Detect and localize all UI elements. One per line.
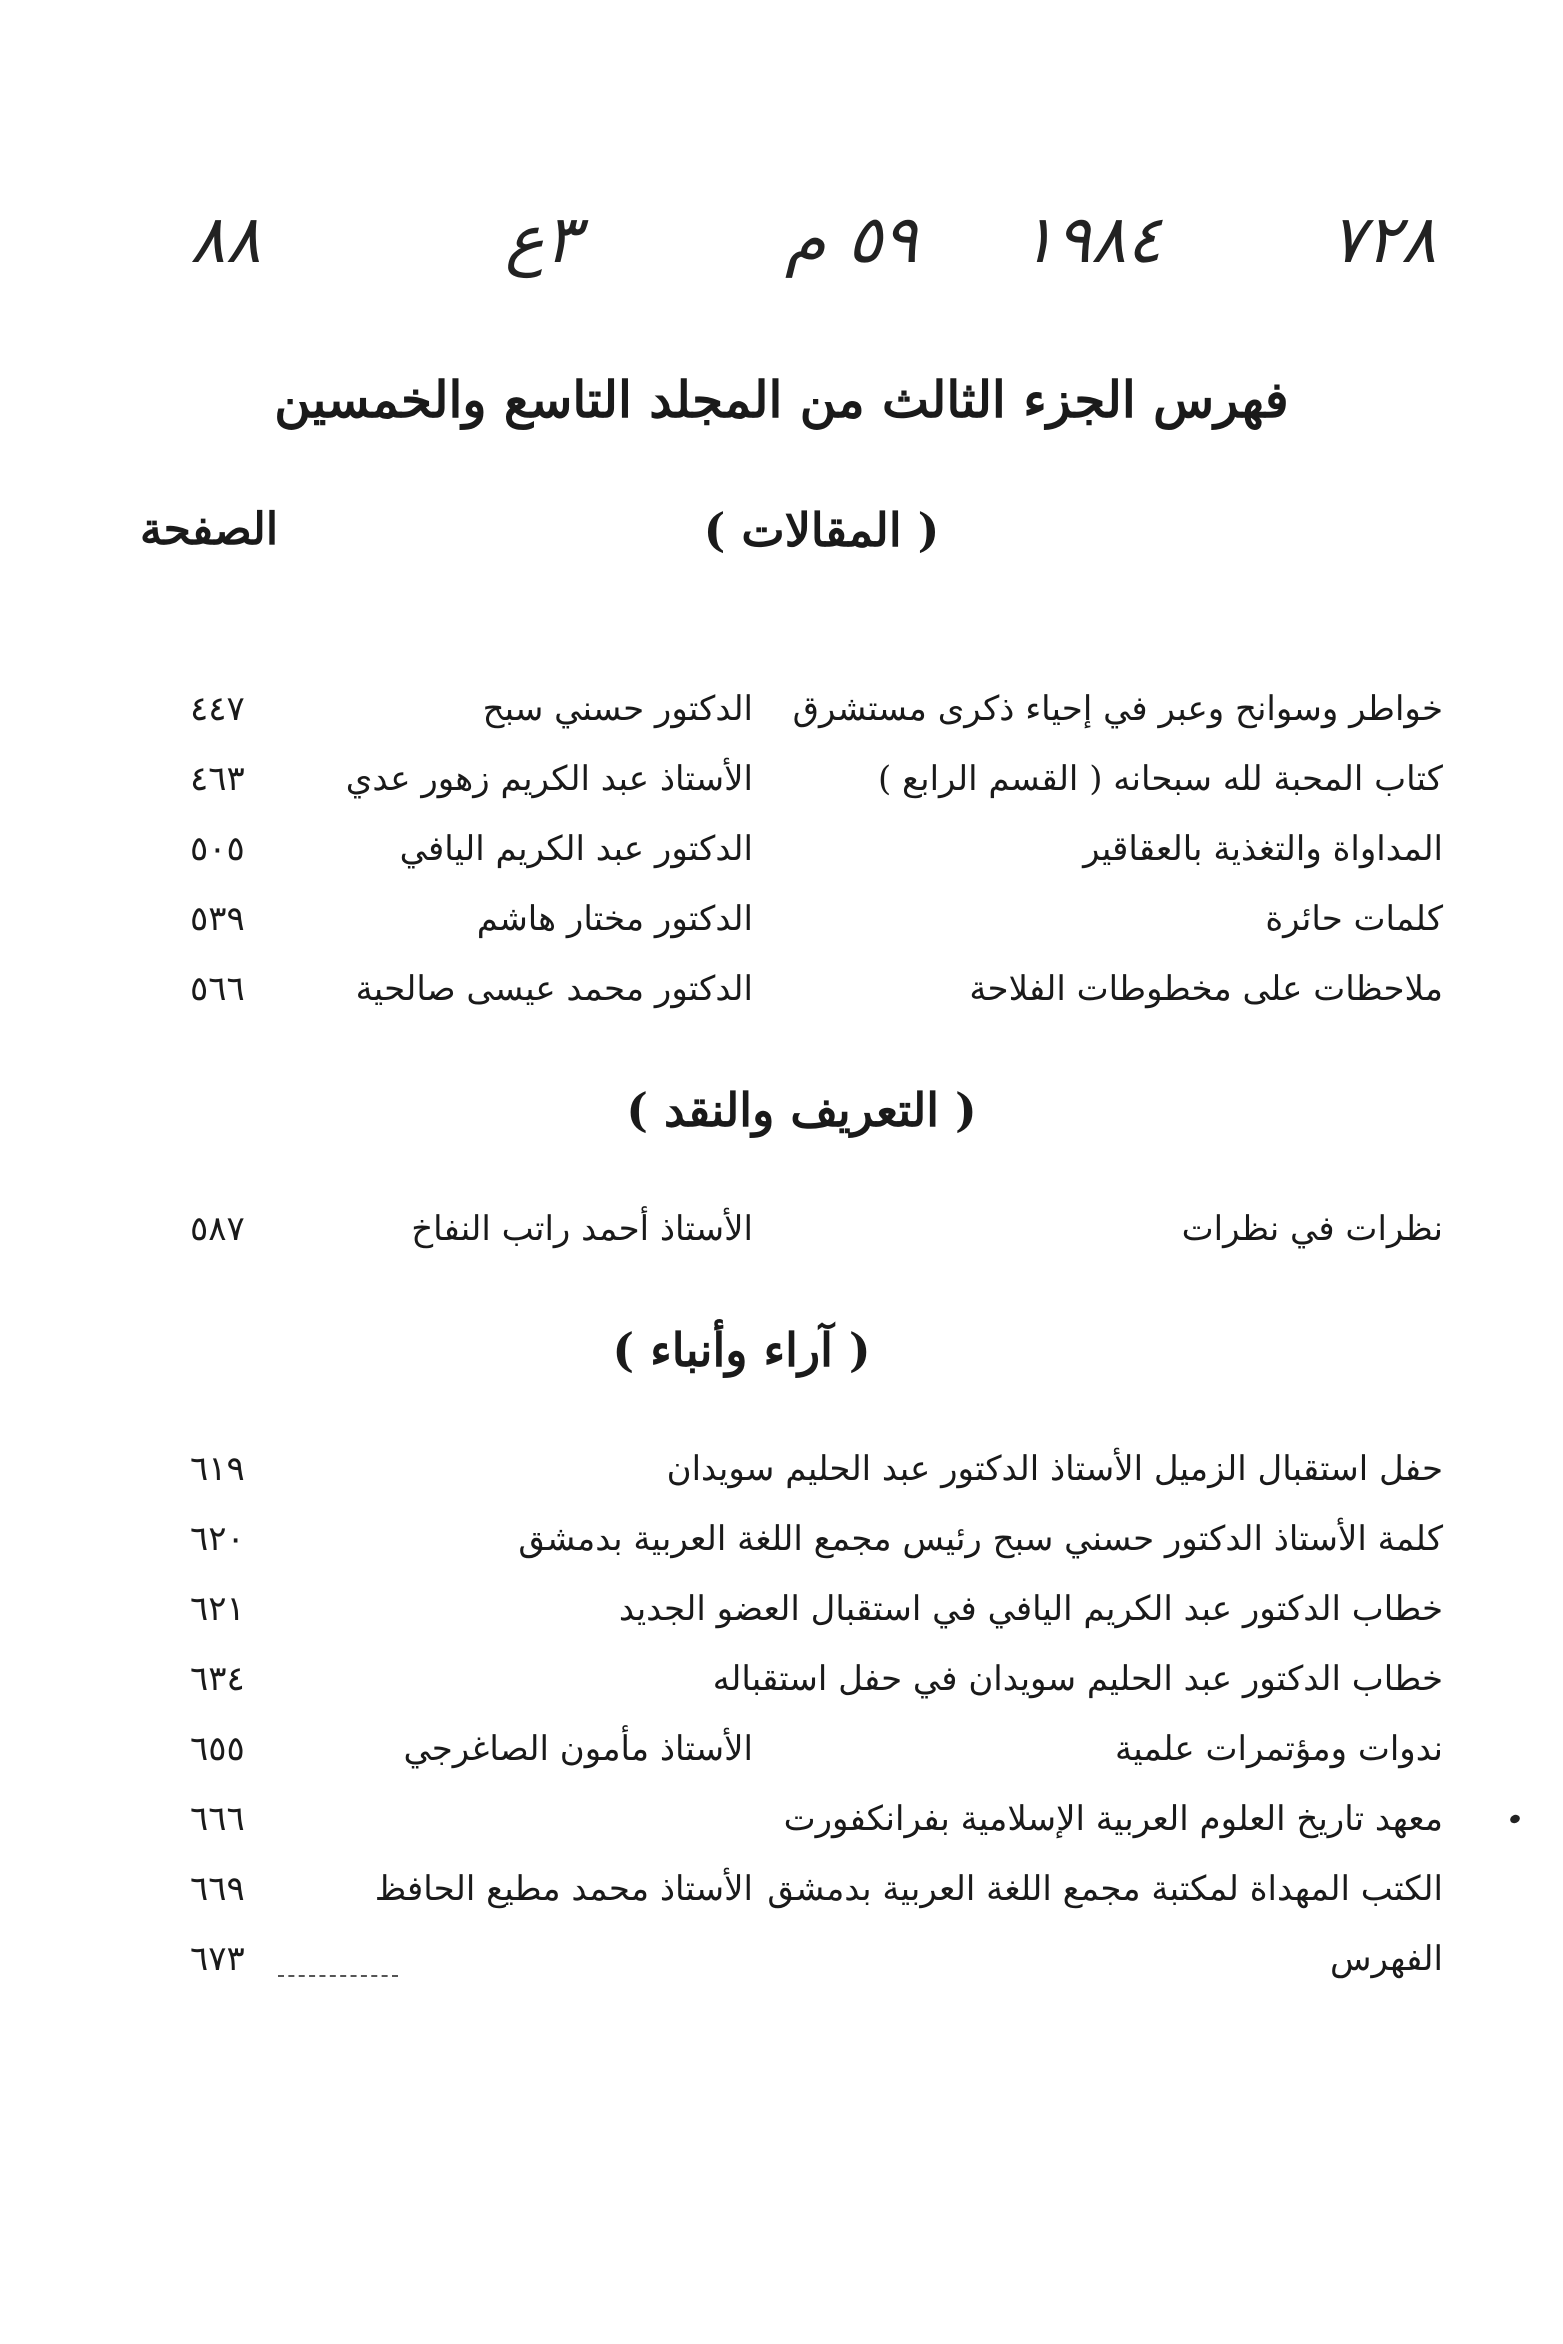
entry-author: الأستاذ عبد الكريم زهور عدي (345, 759, 753, 799)
toc-entry (0, 746, 1563, 812)
handwritten-note: ٧٢٨ (1330, 201, 1437, 278)
entry-title: كلمات حائرة (1265, 899, 1443, 939)
toc-entry (0, 1436, 1563, 1502)
handwritten-note: ٨٨ (190, 201, 261, 278)
entry-page: ٥٨٧ (190, 1209, 245, 1249)
toc-entry (0, 1856, 1563, 1922)
entry-page: ٤٤٧ (190, 689, 245, 729)
entry-title: خطاب الدكتور عبد الحليم سويدان في حفل استقباله (712, 1659, 1443, 1699)
entry-page: ٥٦٦ (190, 969, 245, 1009)
entry-title: خطاب الدكتور عبد الكريم اليافي في استقبال العضو الجديد (618, 1589, 1443, 1629)
entry-title: المداواة والتغذية بالعقاقير (1083, 829, 1443, 869)
entry-page: ٦٢٠ (190, 1519, 245, 1559)
page-column-label: الصفحة (140, 504, 279, 555)
entry-page: ٤٦٣ (190, 759, 245, 799)
handwritten-note: ٣ع (505, 201, 580, 278)
section-heading-news: ( آراء وأنباء ) (612, 1323, 871, 1377)
entry-page: ٥٠٥ (190, 829, 245, 869)
entry-author: الدكتور عبد الكريم اليافي (399, 829, 753, 869)
entry-title: كتاب المحبة لله سبحانه ( القسم الرابع ) (877, 759, 1443, 799)
entry-author: الأستاذ أحمد راتب النفاخ (411, 1209, 753, 1249)
toc-entry (0, 956, 1563, 1022)
toc-entry (0, 886, 1563, 952)
entry-title: نظرات في نظرات (1181, 1209, 1443, 1249)
toc-entry (0, 676, 1563, 742)
entry-author: الأستاذ مأمون الصاغرجي (403, 1729, 753, 1769)
entry-page: ٦٥٥ (190, 1729, 245, 1769)
entry-page: ٦٢١ (190, 1589, 245, 1629)
entry-title: كلمة الأستاذ الدكتور حسني سبح رئيس مجمع اللغة العربية بدمشق (518, 1519, 1443, 1559)
toc-entry (0, 1576, 1563, 1642)
entry-page: ٥٣٩ (190, 899, 245, 939)
entry-title: معهد تاريخ العلوم العربية الإسلامية بفرانكفورت (783, 1799, 1443, 1839)
toc-entry (0, 1196, 1563, 1262)
entry-page: ٦٧٣ (190, 1939, 245, 1979)
entry-title: خواطر وسوانح وعبر في إحياء ذكرى مستشرق (792, 689, 1443, 729)
toc-entry (0, 816, 1563, 882)
entry-title: ندوات ومؤتمرات علمية (1114, 1729, 1443, 1769)
section-heading-reviews: ( التعريف والنقد ) (626, 1083, 977, 1137)
entry-title: ملاحظات على مخطوطات الفلاحة (969, 969, 1443, 1009)
entry-author: الدكتور محمد عيسى صالحية (355, 969, 753, 1009)
toc-entry (0, 1646, 1563, 1712)
entry-title: الكتب المهداة لمكتبة مجمع اللغة العربية بدمشق (767, 1869, 1443, 1909)
entry-title: الفهرس (1330, 1939, 1443, 1979)
toc-entry (0, 1506, 1563, 1572)
entry-title: حفل استقبال الزميل الأستاذ الدكتور عبد الحليم سويدان (666, 1449, 1443, 1489)
section-heading-articles: ( المقالات ) (703, 503, 940, 557)
entry-page: ٦١٩ (190, 1449, 245, 1489)
handwritten-note: ٥٩ م (785, 201, 918, 278)
toc-entry (0, 1786, 1563, 1852)
toc-entry (0, 1716, 1563, 1782)
entry-page: ٦٦٩ (190, 1869, 245, 1909)
handwritten-note: ١٩٨٤ (1020, 201, 1162, 278)
entry-author: الأستاذ محمد مطيع الحافظ (374, 1869, 753, 1909)
entry-author: الدكتور حسني سبح (482, 689, 753, 729)
entry-page: ٦٣٤ (190, 1659, 245, 1699)
entry-author: الدكتور مختار هاشم (476, 899, 753, 939)
entry-page: ٦٦٦ (190, 1799, 245, 1839)
page-title: فهرس الجزء الثالث من المجلد التاسع والخمسين (274, 370, 1289, 429)
toc-entry (0, 1926, 1563, 1992)
leader-dash (278, 1975, 398, 1977)
